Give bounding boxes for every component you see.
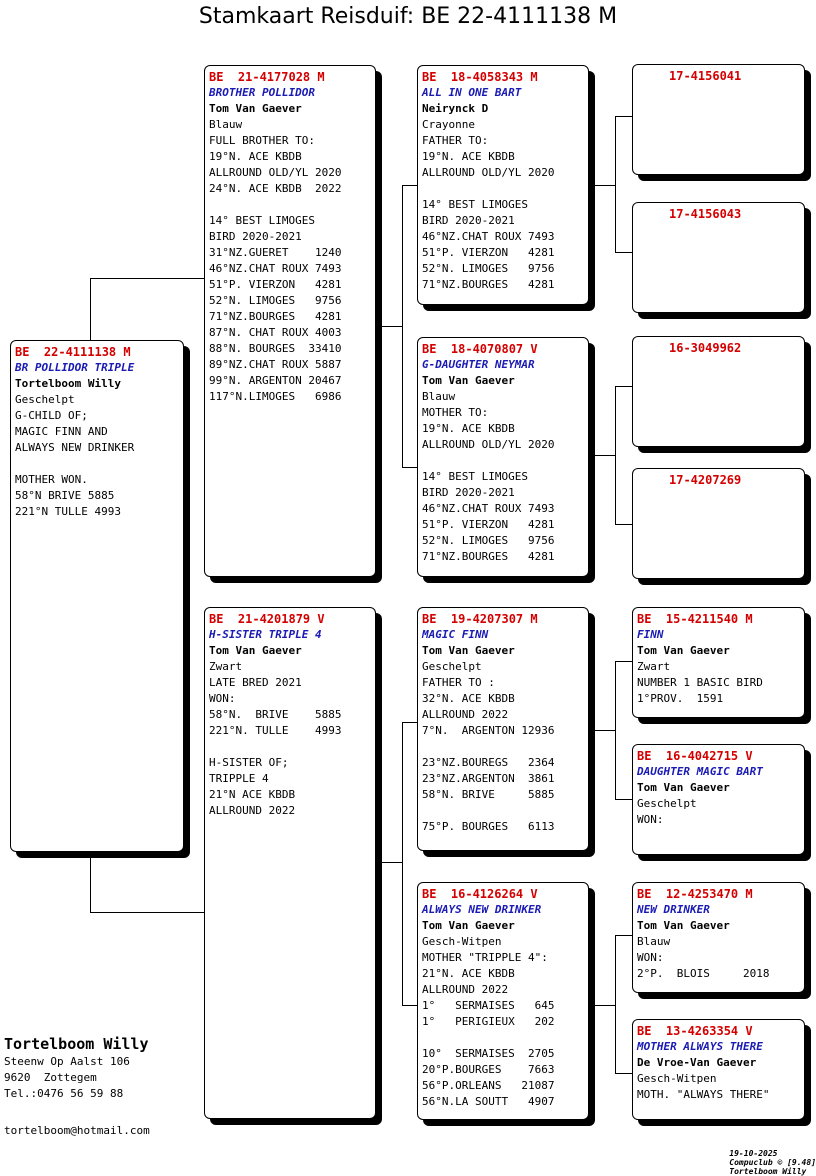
details: [422, 659, 584, 835]
detail-line: Gesch-Witpen: [637, 1072, 717, 1085]
footer-owner: Tortelboom Willy: [729, 1167, 807, 1176]
detail-line: 87°N. CHAT ROUX 4003: [209, 326, 342, 339]
detail-line: ALLROUND OLD/YL 2020: [422, 438, 555, 451]
ring-number: BE 19-4207307 M: [422, 612, 538, 626]
detail-line: Blauw: [637, 935, 671, 948]
ring-number: BE 18-4070807 V: [422, 342, 538, 356]
connector: [615, 524, 632, 525]
detail-line: 23°NZ.ARGENTON 3861: [422, 772, 555, 785]
breeder-name: Tom Van Gaever: [637, 644, 730, 657]
ring-number: 16-3049962: [669, 341, 742, 355]
detail-line: ALLROUND OLD/YL 2020: [422, 166, 555, 179]
connector: [402, 722, 403, 1006]
detail-line: Geschelpt: [15, 393, 75, 406]
detail-line: BIRD 2020-2021: [209, 230, 302, 243]
ring-number: BE 16-4126264 V: [422, 887, 538, 901]
breeder-name: Tortelboom Willy: [4, 1035, 149, 1053]
detail-line: [209, 739, 371, 755]
detail-line: FATHER TO :: [422, 676, 495, 689]
detail-line: 71°NZ.BOURGES 4281: [422, 550, 555, 563]
subject-card[interactable]: [10, 340, 184, 852]
detail-line: TRIPPLE 4: [209, 772, 269, 785]
detail-line: 24°N. ACE KBDB 2022: [209, 182, 342, 195]
detail-line: 89°NZ.CHAT ROUX 5887: [209, 358, 342, 371]
detail-line: 52°N. LIMOGES 9756: [422, 262, 555, 275]
connector: [615, 935, 632, 936]
connector: [589, 185, 615, 186]
details: [637, 659, 800, 707]
breeder-email[interactable]: tortelboom@hotmail.com: [4, 1124, 150, 1137]
ring-number: BE 16-4042715 V: [637, 749, 753, 763]
detail-line: H-SISTER OF;: [209, 756, 289, 769]
detail-line: Blauw: [422, 390, 456, 403]
detail-line: [209, 197, 371, 213]
sire-dam-card[interactable]: [417, 337, 589, 577]
details: [209, 659, 371, 819]
detail-line: MOTHER "TRIPPLE 4":: [422, 951, 548, 964]
detail-line: 7°N. ARGENTON 12936: [422, 724, 555, 737]
connector: [615, 386, 632, 387]
detail-line: [422, 453, 584, 469]
footer: [710, 1140, 816, 1176]
detail-line: BIRD 2020-2021: [422, 214, 515, 227]
ring-number: BE 21-4201879 V: [209, 612, 325, 626]
connector: [376, 862, 402, 863]
dam-sire-sire-card[interactable]: [632, 607, 805, 718]
breeder-name: De Vroe-Van Gaever: [637, 1056, 757, 1069]
pigeon-name: NEW DRINKER: [637, 903, 710, 916]
detail-line: 46°NZ.CHAT ROUX 7493: [422, 502, 555, 515]
dam-sire-card[interactable]: [417, 607, 589, 851]
detail-line: 32°N. ACE KBDB: [422, 692, 515, 705]
detail-line: 14° BEST LIMOGES: [422, 198, 528, 211]
pigeon-name: MAGIC FINN: [422, 628, 489, 641]
pigeon-name: FINN: [637, 628, 664, 641]
dam-card[interactable]: [204, 607, 376, 1119]
details: [637, 934, 800, 982]
connector: [90, 856, 91, 913]
pigeon-name: DAUGHTER MAGIC BART: [637, 765, 763, 778]
detail-line: 51°P. VIERZON 4281: [422, 518, 555, 531]
footer-date: 19-10-2025: [729, 1149, 778, 1158]
ring-number: BE 15-4211540 M: [637, 612, 753, 626]
ring-number: BE 22-4111138 M: [15, 345, 131, 359]
detail-line: WON:: [637, 951, 664, 964]
connector: [402, 185, 417, 186]
detail-line: [422, 803, 584, 819]
detail-line: 31°NZ.GUERET 1240: [209, 246, 342, 259]
detail-line: 2°P. BLOIS 2018: [637, 967, 770, 980]
connector: [615, 935, 616, 1073]
detail-line: ALLROUND OLD/YL 2020: [209, 166, 342, 179]
connector: [589, 730, 615, 731]
detail-line: 56°N.LA SOUTT 4907: [422, 1095, 555, 1108]
connector: [615, 116, 616, 252]
ring-number: 17-4156041: [669, 69, 742, 83]
detail-line: 117°N.LIMOGES 6986: [209, 390, 342, 403]
dam-dam-card[interactable]: [417, 882, 589, 1120]
detail-line: Gesch-Witpen: [422, 935, 502, 948]
connector: [376, 326, 402, 327]
details: [637, 796, 800, 828]
connector: [589, 455, 615, 456]
ring-number: 17-4156043: [669, 207, 742, 221]
detail-line: NUMBER 1 BASIC BIRD: [637, 676, 763, 689]
sire-dam-dam-card[interactable]: [632, 468, 805, 579]
details: [422, 934, 584, 1110]
detail-line: G-CHILD OF;: [15, 409, 88, 422]
detail-line: ALLROUND 2022: [422, 983, 509, 996]
connector: [402, 185, 403, 467]
connector: [615, 661, 616, 799]
footer-software: Compuclub © [9.48]: [729, 1158, 816, 1167]
details: [15, 392, 179, 520]
breeder-name: Tom Van Gaever: [209, 102, 302, 115]
breeder-name: Tortelboom Willy: [15, 377, 121, 390]
sire-dam-sire-card[interactable]: [632, 336, 805, 447]
detail-line: 51°P. VIERZON 4281: [209, 278, 342, 291]
ring-number: BE 21-4177028 M: [209, 70, 325, 84]
detail-line: BIRD 2020-2021: [422, 486, 515, 499]
detail-line: Crayonne: [422, 118, 475, 131]
detail-line: [422, 181, 584, 197]
detail-line: [422, 1030, 584, 1046]
sire-sire-dam-card[interactable]: [632, 202, 805, 313]
sire-sire-card[interactable]: [417, 65, 589, 305]
pigeon-name: H-SISTER TRIPLE 4: [209, 628, 322, 641]
detail-line: ALWAYS NEW DRINKER: [15, 441, 135, 454]
detail-line: Zwart: [209, 660, 243, 673]
dam-dam-sire-card[interactable]: [632, 882, 805, 993]
pigeon-name: BR POLLIDOR TRIPLE: [15, 361, 135, 374]
detail-line: 58°N. BRIVE 5885: [209, 708, 342, 721]
connector: [589, 1005, 615, 1006]
detail-line: MAGIC FINN AND: [15, 425, 108, 438]
detail-line: FATHER TO:: [422, 134, 489, 147]
detail-line: Zwart: [637, 660, 671, 673]
detail-line: 1° PERIGIEUX 202: [422, 1015, 555, 1028]
ring-number: BE 18-4058343 M: [422, 70, 538, 84]
detail-line: MOTHER TO:: [422, 406, 489, 419]
breeder-street: Steenw Op Aalst 106: [4, 1055, 130, 1068]
detail-line: 10° SERMAISES 2705: [422, 1047, 555, 1060]
detail-line: 88°N. BOURGES 33410: [209, 342, 342, 355]
pigeon-name: BROTHER POLLIDOR: [209, 86, 315, 99]
detail-line: ALLROUND 2022: [209, 804, 296, 817]
detail-line: 52°N. LIMOGES 9756: [422, 534, 555, 547]
connector: [615, 252, 632, 253]
connector: [402, 1005, 417, 1006]
detail-line: 21°N ACE KBDB: [209, 788, 296, 801]
pigeon-name: MOTHER ALWAYS THERE: [637, 1040, 763, 1053]
breeder-city: 9620 Zottegem: [4, 1071, 97, 1084]
details: [422, 389, 584, 565]
details: [637, 1071, 800, 1103]
breeder-phone: Tel.:0476 56 59 88: [4, 1087, 124, 1100]
breeder-name: Tom Van Gaever: [422, 919, 515, 932]
details: [209, 117, 371, 405]
ring-number: BE 13-4263354 V: [637, 1024, 753, 1038]
connector: [90, 278, 204, 279]
connector: [615, 386, 616, 524]
detail-line: Geschelpt: [422, 660, 482, 673]
detail-line: 46°NZ.CHAT ROUX 7493: [422, 230, 555, 243]
detail-line: 56°P.ORLEANS 21087: [422, 1079, 555, 1092]
connector: [90, 912, 204, 913]
breeder-name: Tom Van Gaever: [422, 644, 515, 657]
detail-line: MOTHER WON.: [15, 473, 88, 486]
breeder-name: Tom Van Gaever: [637, 919, 730, 932]
dam-dam-dam-card[interactable]: [632, 1019, 805, 1120]
detail-line: [422, 739, 584, 755]
detail-line: 75°P. BOURGES 6113: [422, 820, 555, 833]
detail-line: MOTH. "ALWAYS THERE": [637, 1088, 770, 1101]
detail-line: WON:: [209, 692, 236, 705]
sire-sire-sire-card[interactable]: [632, 64, 805, 175]
detail-line: 21°N. ACE KBDB: [422, 967, 515, 980]
connector: [615, 1073, 632, 1074]
detail-line: [15, 456, 179, 472]
ring-number: 17-4207269: [669, 473, 742, 487]
details: [422, 117, 584, 293]
detail-line: Geschelpt: [637, 797, 697, 810]
breeder-name: Tom Van Gaever: [209, 644, 302, 657]
detail-line: 14° BEST LIMOGES: [422, 470, 528, 483]
breeder-info: [4, 1034, 149, 1102]
detail-line: FULL BROTHER TO:: [209, 134, 315, 147]
detail-line: 20°P.BOURGES 7663: [422, 1063, 555, 1076]
detail-line: 58°N. BRIVE 5885: [422, 788, 555, 801]
detail-line: 19°N. ACE KBDB: [422, 422, 515, 435]
breeder-name: Tom Van Gaever: [422, 374, 515, 387]
connector: [90, 278, 91, 342]
detail-line: 46°NZ.CHAT ROUX 7493: [209, 262, 342, 275]
connector: [402, 722, 417, 723]
detail-line: 52°N. LIMOGES 9756: [209, 294, 342, 307]
pigeon-name: G-DAUGHTER NEYMAR: [422, 358, 535, 371]
pigeon-name: ALL IN ONE BART: [422, 86, 522, 99]
ring-number: BE 12-4253470 M: [637, 887, 753, 901]
detail-line: ALLROUND 2022: [422, 708, 509, 721]
connector: [615, 116, 632, 117]
detail-line: 51°P. VIERZON 4281: [422, 246, 555, 259]
detail-line: 71°NZ.BOURGES 4281: [209, 310, 342, 323]
connector: [402, 467, 417, 468]
detail-line: Blauw: [209, 118, 243, 131]
breeder-name: Tom Van Gaever: [637, 781, 730, 794]
detail-line: 19°N. ACE KBDB: [209, 150, 302, 163]
detail-line: 1° SERMAISES 645: [422, 999, 555, 1012]
breeder-name: Neirynck D: [422, 102, 489, 115]
detail-line: 99°N. ARGENTON 20467: [209, 374, 342, 387]
detail-line: 14° BEST LIMOGES: [209, 214, 315, 227]
page-title: Stamkaart Reisduif: BE 22-4111138 M: [198, 4, 618, 29]
connector: [615, 799, 632, 800]
detail-line: 71°NZ.BOURGES 4281: [422, 278, 555, 291]
detail-line: LATE BRED 2021: [209, 676, 302, 689]
pigeon-name: ALWAYS NEW DRINKER: [422, 903, 542, 916]
detail-line: 1°PROV. 1591: [637, 692, 724, 705]
sire-card[interactable]: [204, 65, 376, 577]
connector: [615, 661, 632, 662]
detail-line: WON:: [637, 813, 664, 826]
detail-line: 58°N BRIVE 5885: [15, 489, 115, 502]
detail-line: 221°N. TULLE 4993: [209, 724, 342, 737]
detail-line: 23°NZ.BOUREGS 2364: [422, 756, 555, 769]
detail-line: 19°N. ACE KBDB: [422, 150, 515, 163]
dam-sire-dam-card[interactable]: [632, 744, 805, 855]
detail-line: 221°N TULLE 4993: [15, 505, 121, 518]
